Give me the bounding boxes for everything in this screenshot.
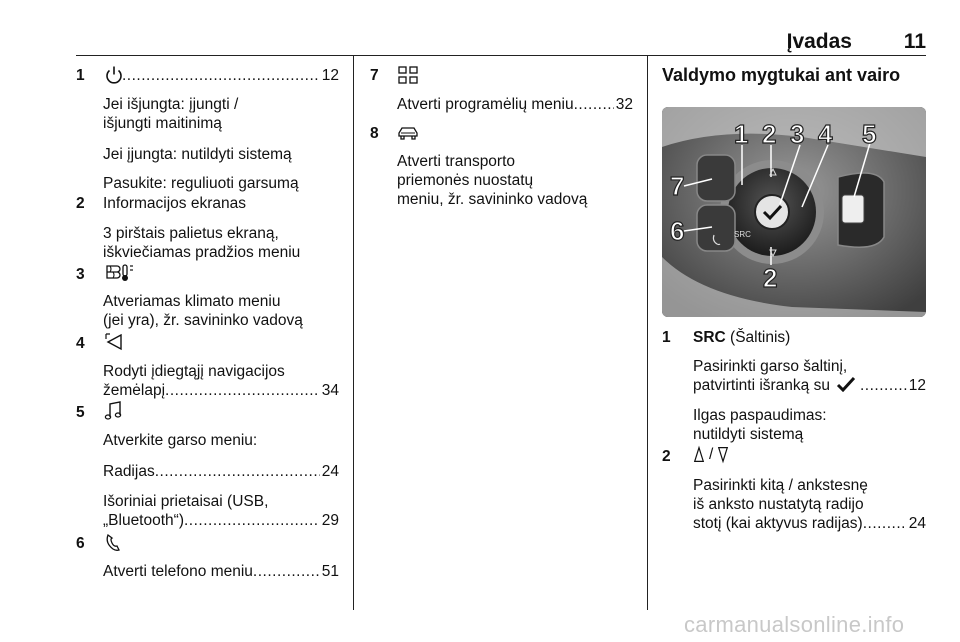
photo-callout: 4 xyxy=(818,119,833,149)
text-line: Jei išjungta: įjungti / xyxy=(103,96,239,113)
item-number: 2 xyxy=(662,448,671,465)
toc-row-preset: stotį (kai aktyvus radijas) ..... 24 xyxy=(693,514,926,533)
item-number: 1 xyxy=(662,329,671,346)
text-line: Pasirinkti garso šaltinį, xyxy=(693,358,848,375)
seek-up-icon xyxy=(693,445,705,464)
photo-callout: 7 xyxy=(670,171,685,201)
src-key: SRC xyxy=(693,329,726,346)
toc-row-navigation: žemėlapį ..... 34 xyxy=(103,381,339,400)
text-line: Pasirinkti kitą / ankstesnę xyxy=(693,477,868,494)
column-2 xyxy=(370,60,633,260)
item-number: 5 xyxy=(76,404,85,421)
text-line: meniu, žr. savininko vadovą xyxy=(397,191,588,208)
item-number: 6 xyxy=(76,535,85,552)
item-title: Informacijos ekranas xyxy=(103,195,247,212)
climate-icon xyxy=(103,262,137,284)
photo-callout: 3 xyxy=(790,119,805,149)
text-line: Pasukite: reguliuoti garsumą xyxy=(103,175,299,192)
text-line: 3 pirštais palietus ekraną, xyxy=(103,225,279,242)
toc-row-power: ..... 12 xyxy=(122,66,339,85)
column-divider-left xyxy=(353,56,354,610)
toc-row-phone: Atverti telefono meniu ..... 51 xyxy=(103,562,339,581)
text-line: nutildyti sistemą xyxy=(693,426,804,443)
toc-row-apps: Atverti programėlių meniu ..... 32 xyxy=(397,95,633,114)
header-rule xyxy=(76,55,926,56)
text-line: Ilgas paspaudimas: xyxy=(693,407,827,424)
photo-callout: 2 xyxy=(762,119,777,149)
item-title xyxy=(693,328,790,347)
toc-row-radio: Radijas ..... 24 xyxy=(103,462,339,481)
text-line: (jei yra), žr. savininko vadovą xyxy=(103,312,303,329)
car-icon xyxy=(397,122,419,144)
text-line: Jei įjungta: nutildyti sistemą xyxy=(103,146,292,163)
checkmark-icon xyxy=(830,376,860,397)
up-down-arrows: / xyxy=(693,445,729,464)
section-heading: Valdymo mygtukai ant vairo xyxy=(662,65,901,85)
text-line: iš anksto nustatytą radijo xyxy=(693,496,864,513)
navigation-icon xyxy=(103,332,125,354)
item-number: 1 xyxy=(76,67,85,84)
watermark: carmanualsonline.info xyxy=(684,612,905,637)
text-line: išjungti maitinimą xyxy=(103,115,222,132)
src-key-desc: (Šaltinis) xyxy=(730,329,791,346)
page-header xyxy=(76,30,926,52)
page-number: 11 xyxy=(903,30,926,53)
text-line: Atverti transporto xyxy=(397,153,516,170)
text-line: iškviečiamas pradžios meniu xyxy=(103,244,301,261)
toc-row-bluetooth: „Bluetooth“) ..... 29 xyxy=(103,511,339,530)
apps-grid-icon xyxy=(397,64,419,86)
item-number: 3 xyxy=(76,266,85,283)
photo-callout: 5 xyxy=(862,119,877,149)
steering-wheel-photo xyxy=(662,107,926,317)
seek-down-icon xyxy=(717,445,729,464)
text-line: Išoriniai prietaisai (USB, xyxy=(103,493,269,510)
column-divider-right xyxy=(647,56,648,610)
text-line: priemonės nuostatų xyxy=(397,172,534,189)
music-note-icon xyxy=(103,400,125,422)
photo-src-label: SRC xyxy=(734,230,751,239)
phone-icon xyxy=(103,532,125,554)
column-1 xyxy=(76,60,339,600)
text-line: Rodyti įdiegtąjį navigacijos xyxy=(103,363,285,380)
item-number: 2 xyxy=(76,195,85,212)
text-line: Atveriamas klimato meniu xyxy=(103,293,281,310)
photo-callout: 2 xyxy=(763,263,778,293)
page-title: Įvadas xyxy=(786,30,852,53)
column-3 xyxy=(662,322,926,552)
photo-callout: 1 xyxy=(734,119,749,149)
item-number: 8 xyxy=(370,125,379,142)
text-line: Atverkite garso meniu: xyxy=(103,432,258,449)
item-number: 7 xyxy=(370,67,379,84)
toc-row-src: patvirtinti išranką su ..... 12 xyxy=(693,376,926,397)
photo-callout: 6 xyxy=(670,216,685,246)
item-number: 4 xyxy=(76,335,85,352)
